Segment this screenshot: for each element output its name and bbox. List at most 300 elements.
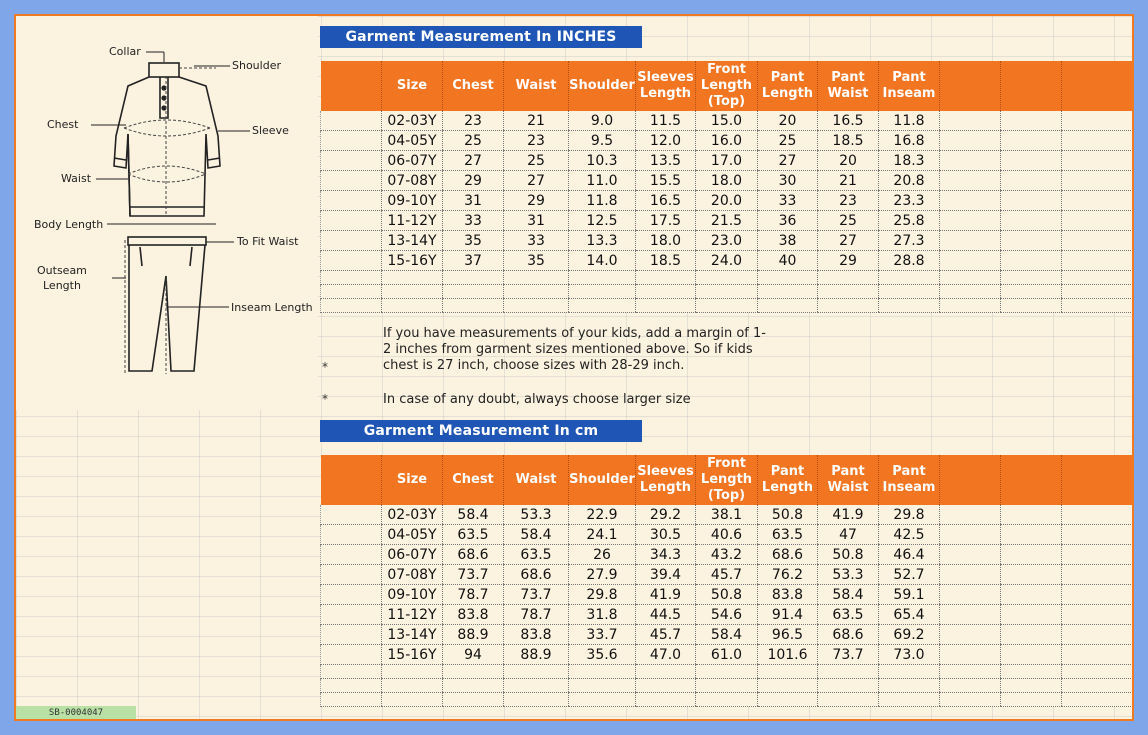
empty-cell [1001, 285, 1062, 299]
empty-cell [940, 525, 1001, 545]
table-row [321, 211, 1135, 231]
empty-cell [940, 191, 1001, 211]
empty-cell [636, 285, 696, 299]
measurement-cell: 31 [504, 211, 569, 231]
note2-bullet: * [322, 392, 328, 406]
sku-cell: SB-0004047 [16, 706, 136, 720]
header-spacer [1001, 61, 1062, 111]
measurement-cell: 17.5 [636, 211, 696, 231]
table-row [321, 565, 1135, 585]
measurement-cell: 28.8 [879, 251, 940, 271]
empty-cell [1001, 211, 1062, 231]
empty-cell [1062, 605, 1135, 625]
empty-cell [443, 299, 504, 313]
empty-cell [1001, 525, 1062, 545]
measurement-cell: 88.9 [443, 625, 504, 645]
empty-cell [818, 285, 879, 299]
empty-cell [940, 545, 1001, 565]
empty-cell [758, 665, 818, 679]
empty-cell [758, 271, 818, 285]
size-cell: 02-03Y [382, 505, 443, 525]
measurement-cell: 45.7 [636, 625, 696, 645]
empty-cell [321, 679, 382, 693]
outseam-length-label: Length [43, 279, 81, 292]
empty-cell [940, 231, 1001, 251]
to-fit-waist-label: To Fit Waist [237, 235, 299, 248]
measurement-cell: 31.8 [569, 605, 636, 625]
empty-cell [1001, 693, 1062, 707]
doubt-note: In case of any doubt, always choose larger size [383, 392, 691, 407]
measurement-cell: 18.5 [636, 251, 696, 271]
measurement-cell: 12.0 [636, 131, 696, 151]
measurement-cell: 25 [504, 151, 569, 171]
shoulder-label: Shoulder [232, 59, 281, 72]
measurement-cell: 21.5 [696, 211, 758, 231]
table-row [321, 505, 1135, 525]
measurement-cell: 63.5 [504, 545, 569, 565]
measurement-cell: 59.1 [879, 585, 940, 605]
measurement-cell: 29 [504, 191, 569, 211]
empty-cell [1062, 645, 1135, 665]
size-cell: 15-16Y [382, 251, 443, 271]
empty-cell [321, 151, 382, 171]
empty-cell [696, 271, 758, 285]
blank-row [321, 285, 1135, 299]
chest-label: Chest [47, 118, 79, 131]
measurement-cell: 35 [443, 231, 504, 251]
measurement-cell: 58.4 [504, 525, 569, 545]
measurement-cell: 38.1 [696, 505, 758, 525]
measurement-cell: 23 [504, 131, 569, 151]
empty-cell [321, 211, 382, 231]
inches-measurement-table [320, 61, 1134, 313]
measurement-cell: 23.3 [879, 191, 940, 211]
inches-table-title: Garment Measurement In INCHES [320, 26, 642, 48]
measurement-cell: 33 [443, 211, 504, 231]
measurement-cell: 91.4 [758, 605, 818, 625]
empty-cell [1001, 565, 1062, 585]
empty-cell [940, 251, 1001, 271]
size-cell: 04-05Y [382, 131, 443, 151]
table-row [321, 645, 1135, 665]
empty-cell [569, 285, 636, 299]
measurement-cell: 20 [818, 151, 879, 171]
column-header: Front Length (Top) [696, 61, 758, 111]
column-header: Waist [504, 61, 569, 111]
size-cell: 09-10Y [382, 191, 443, 211]
measurement-cell: 24.1 [569, 525, 636, 545]
empty-cell [1062, 251, 1135, 271]
size-cell: 13-14Y [382, 231, 443, 251]
empty-cell [940, 505, 1001, 525]
measurement-cell: 23 [443, 111, 504, 131]
empty-cell [1001, 299, 1062, 313]
cm-table-title: Garment Measurement In cm [320, 420, 642, 442]
empty-cell [321, 111, 382, 131]
measurement-cell: 24.0 [696, 251, 758, 271]
measurement-cell: 41.9 [818, 505, 879, 525]
measurement-cell: 50.8 [696, 585, 758, 605]
column-header: Shoulder [569, 61, 636, 111]
size-cell: 02-03Y [382, 111, 443, 131]
measurement-cell: 33 [758, 191, 818, 211]
measurement-cell: 27 [443, 151, 504, 171]
table-row [321, 191, 1135, 211]
measurement-cell: 21 [504, 111, 569, 131]
empty-cell [940, 645, 1001, 665]
empty-cell [504, 271, 569, 285]
blank-row [321, 271, 1135, 285]
empty-cell [879, 665, 940, 679]
empty-cell [940, 211, 1001, 231]
header-spacer [940, 455, 1001, 505]
measurement-cell: 18.5 [818, 131, 879, 151]
header-spacer [940, 61, 1001, 111]
measurement-cell: 83.8 [758, 585, 818, 605]
measurement-cell: 18.0 [696, 171, 758, 191]
empty-cell [321, 585, 382, 605]
empty-cell [940, 271, 1001, 285]
measurement-cell: 101.6 [758, 645, 818, 665]
empty-cell [382, 299, 443, 313]
empty-cell [940, 171, 1001, 191]
empty-cell [504, 693, 569, 707]
measurement-cell: 17.0 [696, 151, 758, 171]
column-header: Sleeves Length [636, 61, 696, 111]
measurement-cell: 73.0 [879, 645, 940, 665]
measurement-cell: 41.9 [636, 585, 696, 605]
empty-cell [696, 679, 758, 693]
measurement-cell: 43.2 [696, 545, 758, 565]
empty-cell [569, 679, 636, 693]
measurement-cell: 69.2 [879, 625, 940, 645]
measurement-cell: 9.5 [569, 131, 636, 151]
empty-cell [1062, 679, 1135, 693]
empty-cell [382, 679, 443, 693]
measurement-cell: 23 [818, 191, 879, 211]
size-cell: 06-07Y [382, 151, 443, 171]
inches-header-row [321, 61, 1135, 111]
note1-bullet: * [322, 360, 328, 374]
measurement-cell: 25.8 [879, 211, 940, 231]
empty-cell [321, 131, 382, 151]
empty-cell [443, 693, 504, 707]
measurement-cell: 11.8 [879, 111, 940, 131]
empty-cell [1001, 505, 1062, 525]
header-spacer [1062, 455, 1135, 505]
empty-cell [321, 645, 382, 665]
measurement-cell: 18.3 [879, 151, 940, 171]
empty-cell [940, 111, 1001, 131]
column-header: Chest [443, 455, 504, 505]
outseam-label: Outseam [37, 264, 87, 277]
empty-cell [818, 679, 879, 693]
empty-cell [879, 679, 940, 693]
size-cell: 11-12Y [382, 605, 443, 625]
empty-cell [940, 625, 1001, 645]
column-header: Pant Inseam [879, 61, 940, 111]
empty-cell [504, 665, 569, 679]
measurement-cell: 63.5 [758, 525, 818, 545]
empty-cell [321, 171, 382, 191]
empty-cell [1001, 665, 1062, 679]
empty-cell [443, 665, 504, 679]
empty-cell [1062, 271, 1135, 285]
measurement-cell: 34.3 [636, 545, 696, 565]
empty-cell [1062, 525, 1135, 545]
measurement-cell: 27 [504, 171, 569, 191]
empty-cell [940, 679, 1001, 693]
empty-cell [569, 299, 636, 313]
measurement-cell: 73.7 [818, 645, 879, 665]
measurement-cell: 58.4 [818, 585, 879, 605]
empty-cell [1062, 625, 1135, 645]
empty-cell [758, 693, 818, 707]
measurement-cell: 25 [818, 211, 879, 231]
measurement-cell: 29.8 [879, 505, 940, 525]
empty-cell [940, 665, 1001, 679]
table-row [321, 605, 1135, 625]
empty-cell [1062, 111, 1135, 131]
empty-cell [569, 271, 636, 285]
measurement-cell: 36 [758, 211, 818, 231]
measurement-cell: 21 [818, 171, 879, 191]
empty-cell [321, 231, 382, 251]
measurement-cell: 78.7 [504, 605, 569, 625]
measurement-cell: 15.5 [636, 171, 696, 191]
empty-cell [321, 565, 382, 585]
measurement-cell: 26 [569, 545, 636, 565]
empty-cell [1062, 231, 1135, 251]
empty-cell [321, 693, 382, 707]
empty-cell [321, 285, 382, 299]
waist-label: Waist [61, 172, 92, 185]
measurement-cell: 54.6 [696, 605, 758, 625]
measurement-cell: 16.5 [818, 111, 879, 131]
measurement-note: If you have measurements of your kids, add a margin of 1-2 inches from garment sizes mentioned above. So if kids chest is 27 inch, choose sizes with 28-29 inch. [383, 326, 766, 373]
empty-cell [940, 131, 1001, 151]
empty-cell [696, 693, 758, 707]
empty-cell [636, 679, 696, 693]
measurement-cell: 27.9 [569, 565, 636, 585]
column-header: Front Length (Top) [696, 455, 758, 505]
measurement-cell: 30.5 [636, 525, 696, 545]
empty-cell [1062, 151, 1135, 171]
empty-cell [504, 285, 569, 299]
column-header: Size [382, 61, 443, 111]
empty-cell [636, 299, 696, 313]
size-chart-sheet [14, 14, 1134, 721]
empty-cell [1001, 645, 1062, 665]
measurement-cell: 35.6 [569, 645, 636, 665]
empty-cell [321, 625, 382, 645]
blank-row [321, 693, 1135, 707]
header-spacer [321, 455, 382, 505]
measurement-cell: 29.2 [636, 505, 696, 525]
blank-row [321, 679, 1135, 693]
empty-cell [940, 565, 1001, 585]
empty-cell [1001, 231, 1062, 251]
measurement-cell: 35 [504, 251, 569, 271]
measurement-cell: 58.4 [696, 625, 758, 645]
measurement-cell: 83.8 [443, 605, 504, 625]
measurement-cell: 78.7 [443, 585, 504, 605]
collar-label: Collar [109, 45, 141, 58]
measurement-cell: 14.0 [569, 251, 636, 271]
empty-cell [758, 299, 818, 313]
size-cell: 07-08Y [382, 171, 443, 191]
measurement-cell: 45.7 [696, 565, 758, 585]
table-row [321, 151, 1135, 171]
measurement-cell: 46.4 [879, 545, 940, 565]
measurement-cell: 83.8 [504, 625, 569, 645]
table-row [321, 625, 1135, 645]
measurement-cell: 9.0 [569, 111, 636, 131]
empty-cell [696, 299, 758, 313]
empty-cell [1001, 625, 1062, 645]
size-cell: 09-10Y [382, 585, 443, 605]
measurement-cell: 68.6 [818, 625, 879, 645]
measurement-cell: 53.3 [818, 565, 879, 585]
measurement-cell: 47 [818, 525, 879, 545]
measurement-cell: 30 [758, 171, 818, 191]
measurement-cell: 20.8 [879, 171, 940, 191]
table-row [321, 585, 1135, 605]
header-spacer [321, 61, 382, 111]
header-spacer [1062, 61, 1135, 111]
empty-cell [504, 679, 569, 693]
column-header: Pant Length [758, 455, 818, 505]
measurement-cell: 15.0 [696, 111, 758, 131]
measurement-cell: 53.3 [504, 505, 569, 525]
column-header: Chest [443, 61, 504, 111]
measurement-cell: 29.8 [569, 585, 636, 605]
column-header: Waist [504, 455, 569, 505]
empty-cell [321, 665, 382, 679]
size-cell: 06-07Y [382, 545, 443, 565]
empty-cell [321, 299, 382, 313]
empty-cell [879, 271, 940, 285]
empty-cell [1062, 211, 1135, 231]
measurement-cell: 94 [443, 645, 504, 665]
blank-row [321, 665, 1135, 679]
measurement-cell: 27 [758, 151, 818, 171]
table-row [321, 231, 1135, 251]
measurement-cell: 58.4 [443, 505, 504, 525]
measurement-cell: 10.3 [569, 151, 636, 171]
empty-cell [879, 299, 940, 313]
empty-cell [758, 679, 818, 693]
table-row [321, 545, 1135, 565]
measurement-cell: 13.5 [636, 151, 696, 171]
kurta-pajama-illustration [16, 16, 318, 410]
size-cell: 04-05Y [382, 525, 443, 545]
measurement-cell: 68.6 [504, 565, 569, 585]
measurement-cell: 11.0 [569, 171, 636, 191]
table-row [321, 525, 1135, 545]
measurement-cell: 11.8 [569, 191, 636, 211]
table-row [321, 111, 1135, 131]
empty-cell [321, 191, 382, 211]
measurement-cell: 33.7 [569, 625, 636, 645]
measurement-cell: 27 [818, 231, 879, 251]
empty-cell [1001, 545, 1062, 565]
empty-cell [443, 679, 504, 693]
empty-cell [818, 271, 879, 285]
empty-cell [569, 665, 636, 679]
empty-cell [636, 693, 696, 707]
empty-cell [1062, 285, 1135, 299]
measurement-cell: 12.5 [569, 211, 636, 231]
measurement-cell: 40 [758, 251, 818, 271]
empty-cell [696, 665, 758, 679]
empty-cell [758, 285, 818, 299]
empty-cell [1001, 679, 1062, 693]
column-header: Pant Inseam [879, 455, 940, 505]
empty-cell [1001, 151, 1062, 171]
empty-cell [1001, 585, 1062, 605]
empty-cell [321, 525, 382, 545]
empty-cell [321, 271, 382, 285]
empty-cell [382, 285, 443, 299]
empty-cell [1001, 251, 1062, 271]
body-length-label: Body Length [34, 218, 104, 231]
measurement-cell: 33 [504, 231, 569, 251]
table-row [321, 131, 1135, 151]
empty-cell [382, 271, 443, 285]
empty-cell [321, 505, 382, 525]
measurement-cell: 20 [758, 111, 818, 131]
measurement-cell: 31 [443, 191, 504, 211]
measurement-cell: 37 [443, 251, 504, 271]
measurement-cell: 73.7 [443, 565, 504, 585]
empty-cell [1062, 693, 1135, 707]
measurement-cell: 42.5 [879, 525, 940, 545]
empty-cell [1001, 605, 1062, 625]
empty-cell [1062, 191, 1135, 211]
measurement-cell: 96.5 [758, 625, 818, 645]
empty-cell [321, 251, 382, 271]
measurement-cell: 39.4 [636, 565, 696, 585]
empty-cell [940, 151, 1001, 171]
inseam-length-label: Inseam Length [231, 301, 313, 314]
sleeve-label: Sleeve [252, 124, 289, 137]
measurement-cell: 73.7 [504, 585, 569, 605]
measurement-cell: 29 [443, 171, 504, 191]
table-row [321, 171, 1135, 191]
garment-diagram [16, 16, 318, 410]
size-cell: 11-12Y [382, 211, 443, 231]
empty-cell [1062, 131, 1135, 151]
empty-cell [940, 585, 1001, 605]
empty-cell [569, 693, 636, 707]
column-header: Size [382, 455, 443, 505]
empty-cell [1001, 111, 1062, 131]
measurement-cell: 52.7 [879, 565, 940, 585]
measurement-cell: 18.0 [636, 231, 696, 251]
empty-cell [443, 271, 504, 285]
empty-cell [696, 285, 758, 299]
empty-cell [818, 693, 879, 707]
measurement-cell: 88.9 [504, 645, 569, 665]
empty-cell [1062, 665, 1135, 679]
measurement-cell: 68.6 [758, 545, 818, 565]
empty-cell [940, 693, 1001, 707]
measurement-cell: 25 [443, 131, 504, 151]
measurement-cell: 38 [758, 231, 818, 251]
size-cell: 13-14Y [382, 625, 443, 645]
measurement-cell: 47.0 [636, 645, 696, 665]
